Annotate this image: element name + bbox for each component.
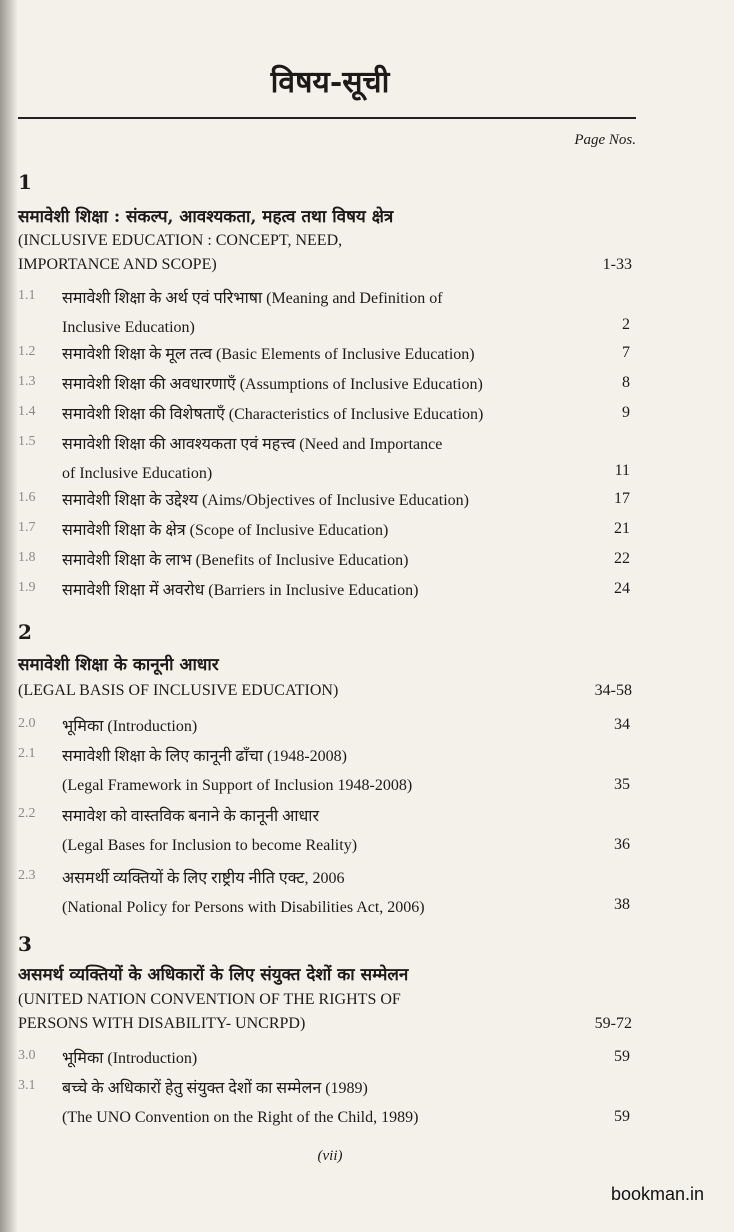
chapter-title-english: (LEGAL BASIS OF INCLUSIVE EDUCATION) [18,682,339,699]
page-title: विषय-सूची [270,65,390,100]
entry-page: 21 [614,520,630,537]
entry-page: 22 [614,550,630,567]
entry-page: 9 [622,404,630,421]
entry-page: 8 [622,374,630,391]
entry-number: 1.3 [18,374,36,389]
chapter-title-english: IMPORTANCE AND SCOPE) [18,256,217,273]
entry-number: 3.1 [18,1078,36,1093]
entry-page: 24 [614,580,630,597]
chapter-number: 1 [18,170,32,194]
entry-number: 1.4 [18,404,36,419]
entry-page: 35 [614,776,630,793]
chapter-title-english: (UNITED NATION CONVENTION OF THE RIGHTS OF [18,991,401,1008]
entry-text: समावेशी शिक्षा के लिए कानूनी ढाँचा (1948-2008) (Legal Framework in Support of Inclusion 1948-2008) [62,748,413,794]
chapter-title-hindi: असमर्थ व्यक्तियों के अधिकारों के लिए संयुक्त देशों का सम्मेलन [18,965,409,985]
chapter-title-hindi: समावेशी शिक्षा के कानूनी आधार [18,655,219,675]
chapter-title-english: (INCLUSIVE EDUCATION : CONCEPT, NEED, [18,232,343,249]
entry-text: भूमिका (Introduction) [62,718,198,735]
chapter-pages: 59-72 [594,1015,632,1032]
entry-number: 3.0 [18,1048,36,1063]
entry-page: 38 [614,896,630,913]
page-nos-header: Page Nos. [574,132,636,148]
entry-page: 11 [614,462,630,479]
entry-text: समावेश को वास्तविक बनाने के कानूनी आधार (Legal Bases for Inclusion to become Reality) [62,808,358,854]
chapter-pages: 1-33 [602,256,632,273]
entry-page: 59 [614,1048,630,1065]
entry-page: 2 [622,316,630,333]
entry-number: 1.5 [18,434,36,449]
entry-text: समावेशी शिक्षा के मूल तत्व (Basic Elements of Inclusive Education) [62,346,475,363]
entry-text: समावेशी शिक्षा की विशेषताएँ (Characteristics of Inclusive Education) [62,406,484,423]
entry-text: समावेशी शिक्षा के लाभ (Benefits of Inclusive Education) [62,552,409,569]
entry-page: 59 [614,1108,630,1125]
page-edge-shadow [0,0,18,1232]
entry-number: 1.7 [18,520,36,535]
entry-page: 34 [614,716,630,733]
entry-number: 2.3 [18,868,36,883]
entry-number: 2.0 [18,716,36,731]
entry-page: 7 [622,344,630,361]
entry-number: 1.2 [18,344,36,359]
entry-text: समावेशी शिक्षा में अवरोध (Barriers in Inclusive Education) [62,582,419,599]
watermark: bookman.in [610,1184,704,1204]
entry-number: 2.2 [18,806,36,821]
entry-number: 1.6 [18,490,36,505]
chapter-pages: 34-58 [594,682,632,699]
entry-text: असमर्थी व्यक्तियों के लिए राष्ट्रीय नीति एक्ट, 2006 (National Policy for Persons with Disabilities Act, 2006) [62,870,425,916]
entry-number: 1.1 [18,288,36,303]
entry-page: 17 [614,490,630,507]
entry-text: समावेशी शिक्षा के उद्देश्य (Aims/Objectives of Inclusive Education) [62,492,470,509]
entry-text: बच्चे के अधिकारों हेतु संयुक्त देशों का सम्मेलन (1989) (The UNO Convention on the Right of the Child, 1989) [62,1080,419,1126]
chapter-title-english: PERSONS WITH DISABILITY- UNCRPD) [18,1015,306,1032]
entry-text: समावेशी शिक्षा के क्षेत्र (Scope of Inclusive Education) [62,522,389,539]
page-footer-numeral: (vii) [317,1148,343,1164]
title-divider [18,117,636,119]
entry-page: 36 [614,836,630,853]
entry-number: 1.9 [18,580,36,595]
entry-text: समावेशी शिक्षा की अवधारणाएँ (Assumptions of Inclusive Education) [62,376,483,393]
entry-number: 2.1 [18,746,36,761]
entry-text: समावेशी शिक्षा के अर्थ एवं परिभाषा (Meaning and Definition of Inclusive Education) [62,290,443,336]
chapter-number: 2 [18,620,32,644]
entry-text: समावेशी शिक्षा की आवश्यकता एवं महत्त्व (Need and Importance of Inclusive Education) [62,436,443,482]
entry-text: भूमिका (Introduction) [62,1050,198,1067]
chapter-number: 3 [18,932,32,956]
chapter-title-hindi: समावेशी शिक्षा : संकल्प, आवश्यकता, महत्व तथा विषय क्षेत्र [18,207,394,227]
entry-number: 1.8 [18,550,36,565]
